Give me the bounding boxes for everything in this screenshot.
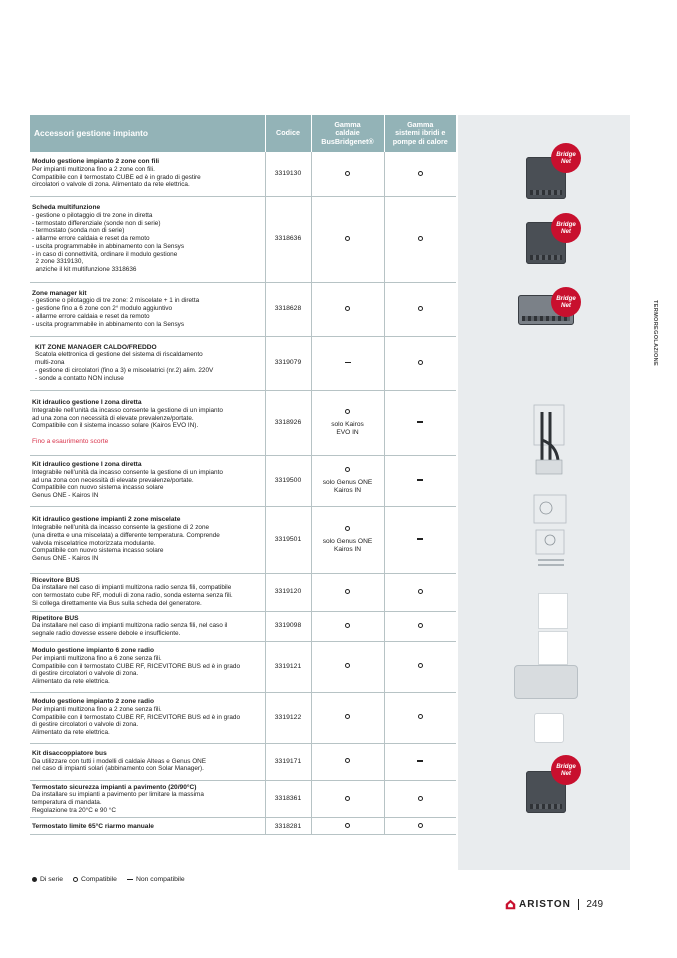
product-description-line: Alimentato da rete elettrica. (32, 678, 110, 686)
compat-note (312, 538, 384, 554)
compat-caldaie (311, 743, 384, 780)
header-product: Accessori gestione impianto (30, 115, 265, 152)
product-description-line: ad una zona con necessità di elevate prevalenze/portate. (32, 414, 194, 422)
product-description (30, 743, 265, 780)
compat-ibridi (384, 573, 456, 611)
compat-ibridi (384, 390, 456, 455)
badge-line2: Net (561, 770, 571, 777)
product-description-line: - allarme errore caldaia e reset da remoto (32, 312, 150, 320)
product-code: 3318628 (265, 282, 311, 336)
product-name: Kit idraulico gestione I zona diretta (32, 461, 142, 469)
compat-caldaie (311, 506, 384, 573)
table-row (30, 455, 456, 506)
product-description-line: (una diretta e una miscelata) a differente temperatura. Comprende (32, 531, 220, 539)
circle-icon (418, 360, 423, 365)
table-header-row (30, 115, 456, 152)
header-ibridi-line: sistemi ibridi e (395, 128, 446, 138)
product-image-modulo-2-zone-radio (534, 713, 564, 743)
header-caldaie-line: Gamma (334, 120, 361, 130)
product-description-line: nel caso di impianti solari (abbinamento con Solar Manager). (32, 765, 204, 773)
product-description-line: Da installare nel caso di impianti multizona radio senza fili, compatibile (32, 584, 232, 592)
table-row (30, 282, 456, 336)
compat-ibridi (384, 196, 456, 282)
compat-ibridi (384, 611, 456, 641)
product-image-ricevitore-bus (538, 593, 568, 629)
table-row (30, 641, 456, 692)
product-description-line: Compatibile con il termostato CUBE RF, RICEVITORE BUS ed è in grado (32, 713, 241, 721)
compat-note-line: solo Genus ONE (322, 478, 373, 486)
header-code: Codice (265, 115, 311, 152)
compat-caldaie (311, 390, 384, 455)
product-description-line: - gestione o pilotaggio di tre zone in diretta (32, 212, 153, 220)
product-name: Modulo gestione impianto 6 zone radio (32, 647, 154, 655)
circle-icon (418, 236, 423, 241)
badge-line1: Bridge (556, 221, 576, 228)
product-description-line: circolatori o valvole di zona. Alimentato da rete elettrica. (32, 181, 190, 189)
product-description (30, 611, 265, 641)
product-code: 3318281 (265, 818, 311, 835)
product-description-line: Da utilizzare con tutti i modelli di caldaie Alteas e Genus ONE (32, 757, 207, 765)
product-code: 3319501 (265, 506, 311, 573)
table-row (30, 573, 456, 611)
compat-caldaie (311, 611, 384, 641)
compat-note (312, 479, 384, 495)
dash-icon (127, 879, 133, 881)
product-description-line: Compatibile con nuovo sistema incasso solare (32, 484, 164, 492)
product-description-line: - termostato differenziale (sonde non di serie) (32, 219, 161, 227)
compat-note-line: EVO IN (336, 428, 359, 436)
product-description (30, 506, 265, 573)
compat-ibridi (384, 282, 456, 336)
product-description (30, 780, 265, 818)
product-name: Ripetitore BUS (32, 614, 79, 622)
dash-icon (417, 538, 423, 540)
compat-caldaie (311, 780, 384, 818)
page-footer (505, 899, 603, 910)
product-description-line: Compatibile con nuovo sistema incasso solare (32, 547, 164, 555)
ariston-logo-icon (505, 899, 516, 910)
footer-separator (578, 899, 580, 910)
dash-icon (417, 421, 423, 423)
product-description-line: - sonde a contatto NON incluse (35, 374, 124, 382)
compat-note-line: solo Genus ONE (322, 537, 373, 545)
compat-caldaie (311, 336, 384, 390)
table-row (30, 780, 456, 818)
product-description-line: - gestione fino a 6 zone con 2° modulo aggiuntivo (32, 305, 173, 313)
header-caldaie-line: BusBridgenet® (321, 136, 374, 146)
product-name: Zone manager kit (32, 289, 87, 297)
compat-caldaie (311, 641, 384, 692)
product-description (30, 818, 265, 835)
product-name: Ricevitore BUS (32, 576, 80, 584)
product-description-line: multi-zona (35, 359, 65, 367)
circle-icon (345, 589, 350, 594)
table-row (30, 336, 456, 390)
product-code: 3318636 (265, 196, 311, 282)
circle-icon (345, 306, 350, 311)
product-name: Termostato sicurezza impianti a pavimento (20/90°C) (32, 783, 197, 791)
legend-non-compatibile-label: Non compatibile (135, 876, 185, 883)
legend-non-compatibile (127, 876, 185, 883)
product-images-column (458, 115, 630, 870)
circle-icon (418, 714, 423, 719)
product-description-line: temperatura di mandata. (32, 799, 102, 807)
badge-line2: Net (561, 302, 571, 309)
compat-note-line: Kairos IN (333, 545, 362, 553)
badge-line1: Bridge (556, 151, 576, 158)
circle-icon (418, 589, 423, 594)
product-description-line: Da installare nel caso di impianti multizona radio senza fili, nel caso il (32, 622, 228, 630)
product-code: 3319122 (265, 692, 311, 743)
compat-ibridi (384, 455, 456, 506)
compat-ibridi (384, 641, 456, 692)
circle-icon (345, 796, 350, 801)
product-code: 3318361 (265, 780, 311, 818)
product-description-line: Integrabile nell'unità da incasso consente la gestione di 2 zone (32, 524, 210, 532)
stock-note: Fino a esaurimento scorte (32, 438, 109, 446)
circle-icon (345, 758, 350, 763)
compat-caldaie (311, 573, 384, 611)
product-description (30, 390, 265, 455)
legend-di-serie (32, 876, 63, 883)
product-description-line: Integrabile nell'unità da incasso consente la gestione di un impianto (32, 468, 223, 476)
product-description-line: Integrabile nell'unità da incasso consente la gestione di un impianto (32, 406, 223, 414)
header-gamma-ibridi (384, 115, 456, 152)
badge-line1: Bridge (556, 295, 576, 302)
circle-icon (345, 714, 350, 719)
compat-caldaie (311, 196, 384, 282)
filled-dot-icon (32, 877, 37, 882)
product-description-line: - allarme errore caldaia e reset da remoto (32, 235, 150, 243)
table-row (30, 692, 456, 743)
dash-icon (417, 760, 423, 762)
product-description-line: Alimentato da rete elettrica. (32, 729, 110, 737)
legend (32, 876, 185, 883)
accessories-table (30, 115, 456, 835)
compat-ibridi (384, 692, 456, 743)
table-row (30, 196, 456, 282)
table-row (30, 390, 456, 455)
compat-caldaie (311, 692, 384, 743)
product-description-line: Per impianti multizona fino a 2 zone senza fili. (32, 706, 162, 714)
product-name: Kit idraulico gestione impianti 2 zone miscelate (32, 516, 181, 524)
product-image-ripetitore-bus (538, 631, 568, 665)
compat-ibridi (384, 336, 456, 390)
dash-icon (345, 362, 351, 364)
product-description-line: Genus ONE - Kairos IN (32, 492, 99, 500)
product-description-line: - uscita programmabile in abbinamento con la Sensys (32, 242, 185, 250)
product-image-modulo-6-zone-radio (514, 665, 578, 699)
product-description-line: Da installare su impianti a pavimento per limitare la massima (32, 791, 204, 799)
product-name: Termostato limite 65°C riarmo manuale (32, 822, 154, 830)
header-ibridi-line: Gamma (407, 120, 434, 130)
product-description-line: segnale radio dovesse essere debole e insufficiente. (32, 629, 181, 637)
circle-icon (418, 823, 423, 828)
compat-caldaie (311, 818, 384, 835)
product-description-line: Per impianti multizona fino a 2 zone con fili. (32, 166, 155, 174)
compat-caldaie (311, 455, 384, 506)
product-description-line: Si collega direttamente via Bus sulla scheda del generatore. (32, 599, 202, 607)
product-description-line: anziche il kit multifunzione 3318636 (32, 265, 137, 273)
product-name: Kit disaccoppiatore bus (32, 750, 107, 758)
product-description-line: - termostato (sonda non di serie) (32, 227, 125, 235)
product-description-line: valvola miscelatrice motorizzata modulante. (32, 539, 156, 547)
compat-caldaie (311, 152, 384, 196)
legend-di-serie-label: Di serie (40, 876, 64, 883)
product-code: 3319130 (265, 152, 311, 196)
product-description-line: Scatola elettronica di gestione del sistema di riscaldamento (35, 351, 203, 359)
product-description-line: 2 zone 3319130, (32, 258, 84, 266)
table-row (30, 611, 456, 641)
table-row (30, 152, 456, 196)
badge-line2: Net (561, 158, 571, 165)
compat-ibridi (384, 780, 456, 818)
bridgenet-badge (551, 755, 581, 785)
product-code: 3319500 (265, 455, 311, 506)
dash-icon (417, 479, 423, 481)
header-caldaie-line: caldaie (335, 128, 360, 138)
product-name: Scheda multifunzione (32, 204, 101, 212)
page-number: 249 (586, 899, 604, 910)
product-description (30, 455, 265, 506)
product-description-line: Compatibile con il sistema incasso solare (Kairos EVO IN). (32, 422, 199, 430)
compat-ibridi (384, 152, 456, 196)
product-description (30, 282, 265, 336)
product-code: 3318926 (265, 390, 311, 455)
compat-ibridi (384, 506, 456, 573)
header-ibridi-line: pompe di calore (392, 136, 448, 146)
compat-note-line: solo Kairos (331, 420, 364, 428)
bridgenet-badge (551, 143, 581, 173)
circle-icon (345, 623, 350, 628)
legend-compatibile-label: Compatibile (81, 876, 117, 883)
product-description (30, 152, 265, 196)
circle-icon (418, 663, 423, 668)
product-code: 3319121 (265, 641, 311, 692)
product-description-line: - gestione o pilotaggio di tre zone: 2 miscelate + 1 in diretta (32, 297, 200, 305)
product-description-line: - gestione di circolatori (fino a 3) e miscelatrici (nr.2) alim. 220V (35, 366, 214, 374)
circle-icon (345, 236, 350, 241)
product-description (30, 692, 265, 743)
product-name: Kit idraulico gestione I zona diretta (32, 399, 142, 407)
product-description (30, 336, 265, 390)
product-description (30, 196, 265, 282)
product-description-line: Per impianti multizona fino a 6 zone senza fili. (32, 655, 162, 663)
compat-note (312, 421, 384, 437)
product-description (30, 641, 265, 692)
product-image-hydraulic-kits (528, 400, 578, 575)
header-gamma-caldaie (311, 115, 384, 152)
circle-icon (418, 171, 423, 176)
circle-icon (345, 409, 350, 414)
product-code: 3319098 (265, 611, 311, 641)
product-description-line: - in caso di connettività, ordinare il modulo gestione (32, 250, 178, 258)
compat-ibridi (384, 818, 456, 835)
badge-line2: Net (561, 228, 571, 235)
circle-icon (345, 526, 350, 531)
product-description-line: Genus ONE - Kairos IN (32, 554, 99, 562)
badge-line1: Bridge (556, 763, 576, 770)
bridgenet-badge (551, 213, 581, 243)
compat-caldaie (311, 282, 384, 336)
table-body (30, 152, 456, 835)
table-row (30, 743, 456, 780)
product-description-line: - uscita programmabile in abbinamento con la Sensys (32, 320, 185, 328)
circle-icon (345, 467, 350, 472)
product-description-line: di gestire circolatori o valvole di zona. (32, 670, 139, 678)
product-description-line: di gestire circolatori o valvole di zona. (32, 721, 139, 729)
brand-name: ARISTON (519, 899, 571, 910)
circle-icon (418, 623, 423, 628)
product-description (30, 573, 265, 611)
product-name: KIT ZONE MANAGER CALDO/FREDDO (35, 343, 157, 351)
table-row (30, 506, 456, 573)
circle-icon (345, 823, 350, 828)
product-description-line: Compatibile con il termostato CUBE RF, RICEVITORE BUS ed è in grado (32, 662, 241, 670)
product-description-line: Regolazione tra 20°C e 90 °C (32, 806, 116, 814)
compat-ibridi (384, 743, 456, 780)
product-code: 3319171 (265, 743, 311, 780)
product-code: 3319079 (265, 336, 311, 390)
product-description-line: Compatibile con il termostato CUBE ed è in grado di gestire (32, 173, 201, 181)
product-name: Modulo gestione impianto 2 zone con fili (32, 158, 160, 166)
product-description-line: ad una zona con necessità di elevate prevalenze/portate. (32, 476, 194, 484)
product-name: Modulo gestione impianto 2 zone radio (32, 698, 154, 706)
product-description-line: con termostato cube RF, moduli di zona radio, sonda esterna senza fili. (32, 592, 233, 599)
bridgenet-badge (551, 287, 581, 317)
compat-note-line: Kairos IN (333, 486, 362, 494)
circle-icon (345, 663, 350, 668)
circle-icon (73, 877, 78, 882)
side-section-label (648, 300, 662, 370)
circle-icon (345, 171, 350, 176)
table-row (30, 818, 456, 835)
circle-icon (418, 306, 423, 311)
product-code: 3319120 (265, 573, 311, 611)
side-label-text: TERMOREGOLAZIONE (652, 300, 658, 367)
circle-icon (418, 796, 423, 801)
accessories-table-wrap (30, 115, 456, 835)
legend-compatibile (73, 876, 117, 883)
